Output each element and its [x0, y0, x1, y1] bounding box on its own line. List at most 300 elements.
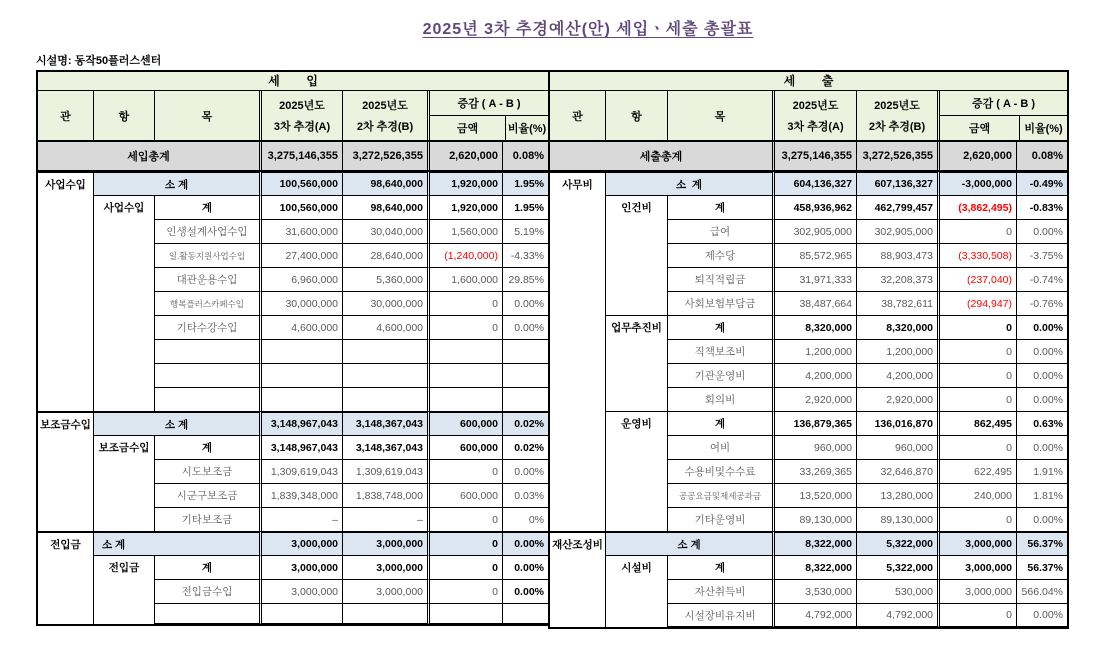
- table-row: [550, 243, 1067, 267]
- diff-amount-cell: (1,240,000): [427, 243, 503, 267]
- mok-cell: [155, 387, 259, 411]
- diff-amount-cell: 600,000: [427, 483, 503, 507]
- table-row: [38, 219, 548, 243]
- diff-ratio-cell: 0.02%: [503, 411, 548, 435]
- hang-cell: [606, 603, 668, 627]
- diff-amount-cell: 1,920,000: [427, 171, 503, 195]
- gwan-cell: [38, 315, 94, 339]
- table-row: [550, 291, 1067, 315]
- hang-cell: [94, 483, 155, 507]
- diff-amount-cell: [427, 363, 503, 387]
- diff-ratio-cell: [503, 603, 548, 624]
- gwan-cell: [550, 411, 606, 435]
- diff-ratio-cell: 1.95%: [503, 195, 548, 219]
- diff-ratio-cell: 0%: [503, 507, 548, 531]
- table-row: [38, 459, 548, 483]
- mok-cell: 직책보조비: [668, 339, 772, 363]
- header-diff-ratio: 비율(%): [507, 123, 547, 135]
- hang-cell: 사업수입: [94, 195, 155, 219]
- diff-ratio-cell: 566.04%: [1017, 579, 1067, 603]
- mok-cell: 기타운영비: [668, 507, 772, 531]
- amount-b-cell: 3,000,000: [343, 579, 427, 603]
- gwan-cell: [38, 195, 94, 219]
- gwan-cell: [550, 339, 606, 363]
- diff-ratio-cell: [503, 387, 548, 411]
- table-row: [550, 483, 1067, 507]
- amount-a-cell: 3,530,000: [772, 579, 857, 603]
- table-row: [38, 411, 548, 435]
- diff-ratio-cell: 1.91%: [1017, 459, 1067, 483]
- hang-cell: [606, 267, 668, 291]
- gwan-cell: [550, 315, 606, 339]
- mok-cell: 시도보조금: [155, 459, 259, 483]
- amount-a-cell: 136,879,365: [772, 411, 857, 435]
- mok-cell: 기타보조금: [155, 507, 259, 531]
- hang-cell: [606, 483, 668, 507]
- mok-cell: 회의비: [668, 387, 772, 411]
- diff-amount-cell: 0: [937, 603, 1017, 627]
- amount-a-cell: 3,000,000: [259, 579, 343, 603]
- table-row: [38, 267, 548, 291]
- amount-b-cell: 4,792,000: [857, 603, 937, 627]
- total-a-cell: 3,275,146,355: [259, 142, 343, 170]
- gwan-cell: [38, 579, 94, 603]
- hang-cell: 시설비: [606, 555, 668, 579]
- amount-b-cell: 5,322,000: [857, 531, 937, 555]
- gwan-cell: [38, 459, 94, 483]
- amount-a-cell: [259, 603, 343, 624]
- mok-cell: 퇴직적립금: [668, 267, 772, 291]
- mok-cell: 공공요금및제세공과금: [668, 483, 772, 507]
- gwan-cell: [550, 459, 606, 483]
- diff-ratio-cell: 0.02%: [503, 435, 548, 459]
- diff-ratio-cell: -0.49%: [1017, 171, 1067, 195]
- header-col-b: 2025년도 2차 추경(B): [356, 99, 414, 134]
- diff-amount-cell: 1,920,000: [427, 195, 503, 219]
- amount-a-cell: 8,320,000: [772, 315, 857, 339]
- diff-ratio-cell: 0.00%: [1017, 387, 1067, 411]
- amount-a-cell: 89,130,000: [772, 507, 857, 531]
- mok-cell: 자산취득비: [668, 579, 772, 603]
- table-row: [38, 435, 548, 459]
- subtotal-label-cell: 소 계: [606, 531, 772, 555]
- hang-cell: [94, 339, 155, 363]
- diff-ratio-cell: 5.19%: [503, 219, 548, 243]
- amount-a-cell: 1,200,000: [772, 339, 857, 363]
- budget-tables: [36, 70, 1069, 629]
- diff-amount-cell: [427, 387, 503, 411]
- diff-ratio-cell: -4.33%: [503, 243, 548, 267]
- amount-b-cell: 98,640,000: [343, 171, 427, 195]
- header-hang: 항: [606, 91, 668, 140]
- diff-amount-cell: 0: [937, 363, 1017, 387]
- mok-cell: 전입금수입: [155, 579, 259, 603]
- gwan-cell: [550, 579, 606, 603]
- mok-cell: 제수당: [668, 243, 772, 267]
- subtotal-label-cell: 소 계: [94, 171, 259, 195]
- hang-cell: [94, 459, 155, 483]
- amount-a-cell: 604,136,327: [772, 171, 857, 195]
- mok-cell: 계: [668, 555, 772, 579]
- gwan-cell: [550, 435, 606, 459]
- hang-cell: [94, 579, 155, 603]
- mok-cell: [155, 339, 259, 363]
- expenditure-total-row: [550, 142, 1067, 171]
- gwan-cell: [550, 243, 606, 267]
- diff-amount-cell: 600,000: [427, 435, 503, 459]
- revenue-rows: [38, 171, 548, 624]
- amount-a-cell: 1,839,348,000: [259, 483, 343, 507]
- diff-ratio-cell: 0.00%: [1017, 339, 1067, 363]
- mok-cell: 사회보험부담금: [668, 291, 772, 315]
- mok-cell: 일.활동지원사업수입: [155, 243, 259, 267]
- expenditure-banner: 세 출: [550, 72, 1067, 91]
- gwan-cell: [550, 507, 606, 531]
- header-hang: 항: [94, 91, 155, 140]
- hang-cell: [606, 579, 668, 603]
- revenue-table: [36, 70, 548, 626]
- diff-amount-cell: 0: [937, 387, 1017, 411]
- diff-amount-cell: 3,000,000: [937, 531, 1017, 555]
- diff-amount-cell: 0: [937, 339, 1017, 363]
- facility-name-label: 시설명: 동작50플러스센터: [36, 55, 162, 67]
- mok-cell: 행복플러스카페수입: [155, 291, 259, 315]
- gwan-cell: [38, 387, 94, 411]
- amount-a-cell: 3,000,000: [259, 555, 343, 579]
- table-row: [38, 507, 548, 531]
- diff-amount-cell: [427, 339, 503, 363]
- hang-cell: [606, 219, 668, 243]
- diff-ratio-cell: [503, 363, 548, 387]
- diff-ratio-cell: 1.95%: [503, 171, 548, 195]
- amount-a-cell: 100,560,000: [259, 195, 343, 219]
- diff-ratio-cell: 0.63%: [1017, 411, 1067, 435]
- header-diff: 증감 ( A - B ): [430, 91, 548, 116]
- expenditure-header: [550, 91, 1067, 142]
- table-row: [550, 507, 1067, 531]
- table-row: [550, 411, 1067, 435]
- table-row: [38, 291, 548, 315]
- amount-b-cell: 3,000,000: [343, 555, 427, 579]
- amount-a-cell: 31,971,333: [772, 267, 857, 291]
- table-row: [550, 531, 1067, 555]
- amount-b-cell: 3,148,367,043: [343, 435, 427, 459]
- amount-a-cell: 8,322,000: [772, 531, 857, 555]
- amount-a-cell: 85,572,965: [772, 243, 857, 267]
- diff-ratio-cell: 0.00%: [1017, 363, 1067, 387]
- diff-ratio-cell: -0.76%: [1017, 291, 1067, 315]
- amount-b-cell: 88,903,473: [857, 243, 937, 267]
- gwan-cell: [38, 291, 94, 315]
- gwan-cell: [38, 363, 94, 387]
- header-gwan: 관: [550, 91, 606, 140]
- gwan-cell: [550, 195, 606, 219]
- amount-b-cell: 5,360,000: [343, 267, 427, 291]
- amount-b-cell: [343, 603, 427, 624]
- diff-ratio-cell: 0.00%: [503, 459, 548, 483]
- diff-ratio-cell: -3.75%: [1017, 243, 1067, 267]
- mok-cell: [155, 363, 259, 387]
- diff-amount-cell: 600,000: [427, 411, 503, 435]
- subtotal-label-cell: 소 계: [606, 171, 772, 195]
- gwan-cell: [38, 483, 94, 507]
- amount-b-cell: [343, 363, 427, 387]
- mok-cell: 기관운영비: [668, 363, 772, 387]
- diff-amount-cell: (237,040): [937, 267, 1017, 291]
- diff-ratio-cell: 56.37%: [1017, 531, 1067, 555]
- table-row: [550, 195, 1067, 219]
- diff-ratio-cell: 0.00%: [503, 555, 548, 579]
- amount-b-cell: 302,905,000: [857, 219, 937, 243]
- diff-amount-cell: [427, 603, 503, 624]
- total-diff-ratio-cell: 0.08%: [1031, 150, 1063, 162]
- table-row: [38, 531, 548, 555]
- amount-b-cell: 13,280,000: [857, 483, 937, 507]
- amount-b-cell: 462,799,457: [857, 195, 937, 219]
- amount-b-cell: 960,000: [857, 435, 937, 459]
- diff-amount-cell: 862,495: [937, 411, 1017, 435]
- total-a-cell: 3,275,146,355: [772, 142, 857, 170]
- diff-amount-cell: 0: [937, 507, 1017, 531]
- hang-cell: [94, 603, 155, 624]
- hang-cell: [94, 387, 155, 411]
- amount-b-cell: 4,600,000: [343, 315, 427, 339]
- hang-cell: [606, 363, 668, 387]
- hang-cell: [94, 315, 155, 339]
- gwan-cell: [38, 603, 94, 624]
- amount-b-cell: 136,016,870: [857, 411, 937, 435]
- diff-amount-cell: 0: [427, 315, 503, 339]
- header-mok: 목: [714, 110, 726, 123]
- amount-b-cell: 89,130,000: [857, 507, 937, 531]
- hang-cell: 운영비: [606, 411, 668, 435]
- amount-b-cell: 1,838,748,000: [343, 483, 427, 507]
- total-b-cell: 3,272,526,355: [352, 150, 423, 162]
- amount-b-cell: 28,640,000: [343, 243, 427, 267]
- table-row: [38, 483, 548, 507]
- expenditure-rows: [550, 171, 1067, 627]
- header-diff-amount: 금액: [430, 116, 506, 140]
- diff-ratio-cell: 0.00%: [1017, 219, 1067, 243]
- mok-cell: 계: [155, 195, 259, 219]
- table-row: [550, 387, 1067, 411]
- diff-amount-cell: 0: [427, 555, 503, 579]
- header-diff-group: [937, 91, 1067, 140]
- table-row: [550, 339, 1067, 363]
- revenue-banner: 세 입: [38, 72, 548, 91]
- header-col-a: 2025년도 3차 추경(A): [772, 91, 857, 140]
- diff-amount-cell: (3,862,495): [937, 195, 1017, 219]
- gwan-cell: 사업수입: [38, 171, 94, 195]
- table-row: [550, 603, 1067, 627]
- diff-amount-cell: 0: [427, 459, 503, 483]
- hang-cell: [606, 459, 668, 483]
- hang-cell: [606, 243, 668, 267]
- amount-a-cell: 4,600,000: [259, 315, 343, 339]
- amount-a-cell: 302,905,000: [772, 219, 857, 243]
- amount-a-cell: 4,200,000: [772, 363, 857, 387]
- table-row: [550, 267, 1067, 291]
- diff-amount-cell: 3,000,000: [937, 555, 1017, 579]
- table-row: [550, 315, 1067, 339]
- header-diff: 증감 ( A - B ): [940, 91, 1067, 116]
- diff-ratio-cell: [503, 339, 548, 363]
- mok-cell: 급여: [668, 219, 772, 243]
- mok-cell: 시군구보조금: [155, 483, 259, 507]
- table-row: [550, 219, 1067, 243]
- amount-a-cell: 2,920,000: [772, 387, 857, 411]
- header-mok: 목: [201, 110, 213, 123]
- diff-ratio-cell: 1.81%: [1017, 483, 1067, 507]
- table-row: [38, 315, 548, 339]
- amount-a-cell: 960,000: [772, 435, 857, 459]
- amount-a-cell: 8,322,000: [772, 555, 857, 579]
- hang-cell: [606, 291, 668, 315]
- mok-cell: [155, 603, 259, 624]
- table-row: [550, 363, 1067, 387]
- revenue-total-row: [38, 142, 548, 171]
- mok-cell: 계: [155, 435, 259, 459]
- amount-b-cell: 3,000,000: [343, 531, 427, 555]
- hang-cell: 인건비: [606, 195, 668, 219]
- amount-b-cell: 1,309,619,043: [343, 459, 427, 483]
- header-col-a: 2025년도 3차 추경(A): [259, 91, 343, 140]
- amount-b-cell: 530,000: [857, 579, 937, 603]
- amount-a-cell: [259, 387, 343, 411]
- mok-cell: 여비: [668, 435, 772, 459]
- amount-a-cell: 100,560,000: [259, 171, 343, 195]
- hang-cell: [94, 363, 155, 387]
- diff-amount-cell: 1,600,000: [427, 267, 503, 291]
- amount-a-cell: 13,520,000: [772, 483, 857, 507]
- hang-cell: [606, 507, 668, 531]
- amount-a-cell: 458,936,962: [772, 195, 857, 219]
- diff-amount-cell: 0: [937, 315, 1017, 339]
- amount-b-cell: 38,782,611: [857, 291, 937, 315]
- amount-b-cell: 8,320,000: [857, 315, 937, 339]
- diff-ratio-cell: 0.00%: [1017, 435, 1067, 459]
- subtotal-label-cell: 소 계: [94, 411, 259, 435]
- table-row: [550, 555, 1067, 579]
- mok-cell: 시설장비유지비: [668, 603, 772, 627]
- diff-amount-cell: 3,000,000: [937, 579, 1017, 603]
- amount-a-cell: [259, 363, 343, 387]
- amount-a-cell: 1,309,619,043: [259, 459, 343, 483]
- gwan-cell: [38, 243, 94, 267]
- hang-cell: 업무추진비: [606, 315, 668, 339]
- diff-amount-cell: 0: [937, 219, 1017, 243]
- amount-b-cell: 5,322,000: [857, 555, 937, 579]
- amount-a-cell: [259, 339, 343, 363]
- gwan-cell: 사무비: [550, 171, 606, 195]
- hang-cell: [94, 219, 155, 243]
- amount-a-cell: 30,000,000: [259, 291, 343, 315]
- diff-ratio-cell: -0.74%: [1017, 267, 1067, 291]
- diff-amount-cell: (3,330,508): [937, 243, 1017, 267]
- table-row: [38, 363, 548, 387]
- table-row: [38, 171, 548, 195]
- gwan-cell: [550, 267, 606, 291]
- amount-b-cell: 2,920,000: [857, 387, 937, 411]
- diff-ratio-cell: 0.00%: [1017, 315, 1067, 339]
- table-row: [38, 339, 548, 363]
- gwan-cell: 전입금: [38, 531, 94, 555]
- hang-cell: [606, 435, 668, 459]
- table-row: [38, 555, 548, 579]
- gwan-cell: [38, 267, 94, 291]
- total-label-cell: 세출총계: [639, 151, 683, 163]
- amount-a-cell: 6,960,000: [259, 267, 343, 291]
- table-row: [550, 579, 1067, 603]
- table-row: [38, 387, 548, 411]
- amount-b-cell: 30,040,000: [343, 219, 427, 243]
- page-title: 2025년 3차 추경예산(안) 세입ㆍ세출 총괄표: [422, 21, 754, 38]
- header-diff-group: [427, 91, 548, 140]
- amount-b-cell: 30,000,000: [343, 291, 427, 315]
- header-col-b: 2025년도 2차 추경(B): [868, 99, 926, 134]
- total-diff-amount-cell: 2,620,000: [937, 142, 1017, 170]
- amount-a-cell: 27,400,000: [259, 243, 343, 267]
- table-row: [550, 435, 1067, 459]
- gwan-cell: 보조금수입: [38, 411, 94, 435]
- gwan-cell: [38, 507, 94, 531]
- header-diff-amount: 금액: [940, 116, 1020, 140]
- total-b-cell: 3,272,526,355: [862, 150, 933, 162]
- mok-cell: 계: [668, 195, 772, 219]
- expenditure-table: [548, 70, 1069, 629]
- diff-ratio-cell: 0.03%: [503, 483, 548, 507]
- gwan-cell: [38, 219, 94, 243]
- diff-ratio-cell: 0.00%: [503, 579, 548, 603]
- amount-b-cell: 32,208,373: [857, 267, 937, 291]
- header-diff-ratio: 비율(%): [1024, 123, 1063, 135]
- amount-b-cell: 607,136,327: [857, 171, 937, 195]
- amount-a-cell: 3,000,000: [259, 531, 343, 555]
- hang-cell: [606, 387, 668, 411]
- amount-a-cell: 33,269,365: [772, 459, 857, 483]
- diff-ratio-cell: 0.00%: [503, 315, 548, 339]
- table-row: [38, 579, 548, 603]
- amount-b-cell: [343, 387, 427, 411]
- gwan-cell: [38, 339, 94, 363]
- diff-ratio-cell: 56.37%: [1017, 555, 1067, 579]
- table-row: [38, 603, 548, 624]
- diff-ratio-cell: 0.00%: [503, 531, 548, 555]
- hang-cell: [94, 507, 155, 531]
- diff-amount-cell: -3,000,000: [937, 171, 1017, 195]
- gwan-cell: [38, 555, 94, 579]
- amount-a-cell: 31,600,000: [259, 219, 343, 243]
- amount-b-cell: –: [343, 507, 427, 531]
- amount-a-cell: 3,148,967,043: [259, 435, 343, 459]
- diff-ratio-cell: 0.00%: [1017, 603, 1067, 627]
- subtotal-label-cell: 소 계: [94, 531, 259, 555]
- diff-amount-cell: (294,947): [937, 291, 1017, 315]
- table-row: [550, 459, 1067, 483]
- amount-b-cell: [343, 339, 427, 363]
- gwan-cell: 재산조성비: [550, 531, 606, 555]
- diff-amount-cell: 0: [427, 579, 503, 603]
- diff-amount-cell: 0: [427, 507, 503, 531]
- diff-ratio-cell: 0.00%: [1017, 507, 1067, 531]
- mok-cell: 계: [155, 555, 259, 579]
- hang-cell: [94, 243, 155, 267]
- amount-a-cell: 4,792,000: [772, 603, 857, 627]
- amount-a-cell: 3,148,967,043: [259, 411, 343, 435]
- table-row: [38, 195, 548, 219]
- amount-a-cell: –: [259, 507, 343, 531]
- gwan-cell: [550, 363, 606, 387]
